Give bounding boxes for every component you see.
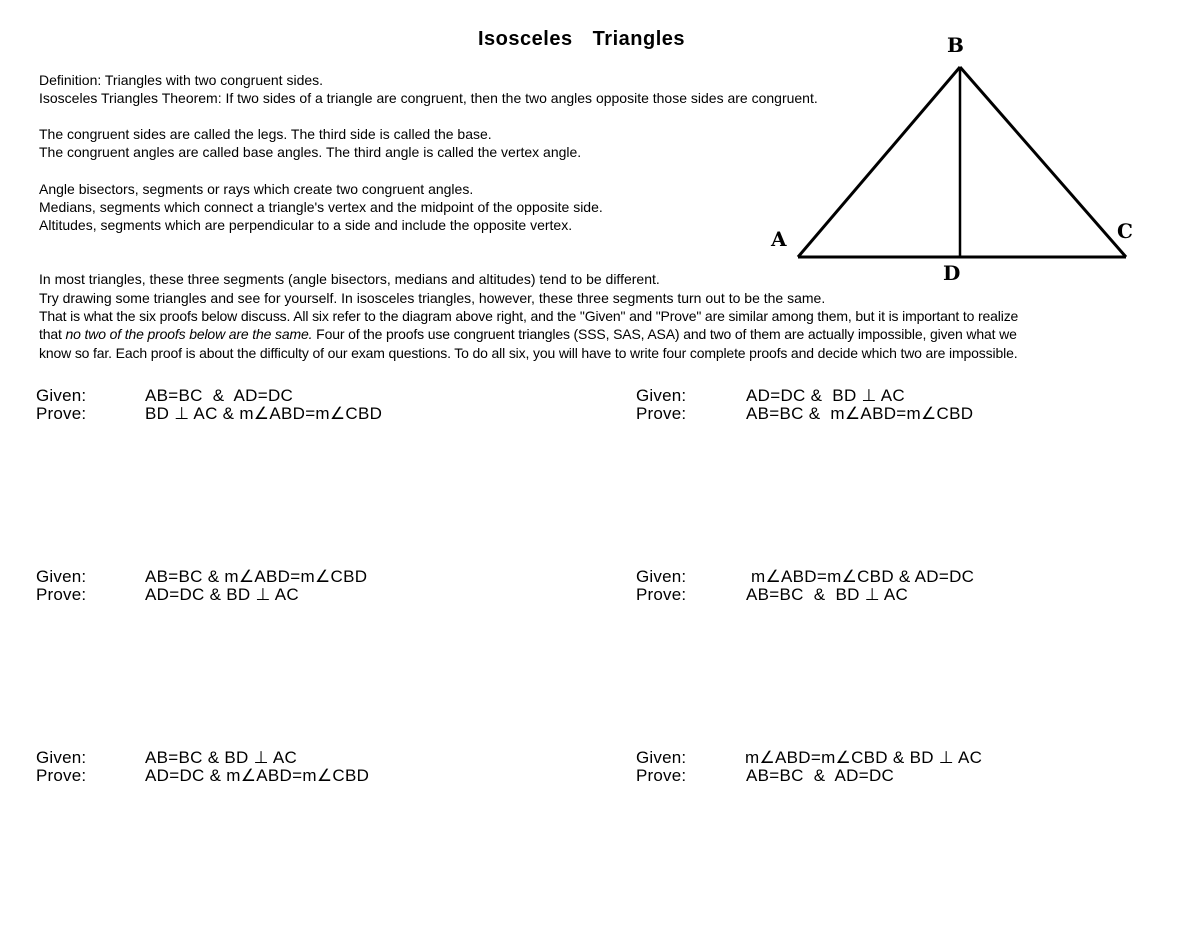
proof-3-given-label: Given:	[36, 567, 87, 586]
proof-1-prove-label: Prove:	[36, 404, 87, 423]
proof-2-given: AD=DC & BD ⊥ AC	[746, 386, 905, 405]
proof-5-given-label: Given:	[36, 748, 87, 767]
intro-line-5: know so far. Each proof is about the difficulty of our exam questions. To do all six, you will have to write four complete proofs and decide which two are impossible.	[39, 345, 1018, 361]
proof-3-given: AB=BC & m∠ABD=m∠CBD	[145, 567, 368, 586]
base-angles-line: The congruent angles are called base angles. The third angle is called the vertex angle.	[39, 144, 582, 160]
proof-5-prove-label: Prove:	[36, 766, 87, 785]
proof-5-given: AB=BC & BD ⊥ AC	[145, 748, 298, 767]
intro-emphasis: no two of the proofs below are the same.	[65, 326, 313, 342]
proof-2-prove: AB=BC & m∠ABD=m∠CBD	[746, 404, 974, 423]
intro-line-3: That is what the six proofs below discuss. All six refer to the diagram above right, and the "Given" and "Prove" are similar among them, but it is important to realize	[39, 308, 1019, 324]
vertex-label-a: A	[771, 227, 787, 251]
proof-3-prove: AD=DC & BD ⊥ AC	[145, 585, 299, 604]
proof-2-prove-label: Prove:	[636, 404, 687, 423]
proof-6-prove-label: Prove:	[636, 766, 687, 785]
intro-line-2: Try drawing some triangles and see for yourself. In isosceles triangles, however, these three segments turn out to be the same.	[39, 290, 826, 306]
legs-line: The congruent sides are called the legs. The third side is called the base.	[39, 126, 492, 142]
proof-2-given-label: Given:	[636, 386, 687, 405]
angle-bisector-line: Angle bisectors, segments or rays which create two congruent angles.	[39, 181, 474, 197]
proof-6-given: m∠ABD=m∠CBD & BD ⊥ AC	[745, 748, 983, 767]
median-line: Medians, segments which connect a triangle's vertex and the midpoint of the opposite side.	[39, 199, 603, 215]
intro-line-4	[39, 325, 1017, 343]
proof-6-given-label: Given:	[636, 748, 687, 767]
proof-4-prove: AB=BC & BD ⊥ AC	[746, 585, 909, 604]
proof-1-prove: BD ⊥ AC & m∠ABD=m∠CBD	[145, 404, 383, 423]
triangle-diagram	[760, 30, 1160, 290]
proof-4-given: m∠ABD=m∠CBD & AD=DC	[746, 567, 975, 586]
vertex-label-b: B	[947, 33, 964, 57]
theorem-line: Isosceles Triangles Theorem: If two sides of a triangle are congruent, then the two angles opposite those sides are congruent.	[39, 90, 818, 106]
altitude-line: Altitudes, segments which are perpendicular to a side and include the opposite vertex.	[39, 217, 573, 233]
side-ab	[798, 67, 960, 257]
definition-line: Definition: Triangles with two congruent sides.	[39, 72, 324, 88]
page-title: Isosceles Triangles	[478, 28, 685, 50]
intro-line-1: In most triangles, these three segments (angle bisectors, medians and altitudes) tend to be different.	[39, 271, 660, 287]
proof-4-prove-label: Prove:	[636, 585, 687, 604]
intro-line-4-post: Four of the proofs use congruent triangles (SSS, SAS, ASA) and two of them are actually impossible, given what we	[312, 326, 1017, 342]
proof-4-given-label: Given:	[636, 567, 687, 586]
proof-1-given: AB=BC & AD=DC	[145, 386, 294, 405]
proof-6-prove: AB=BC & AD=DC	[746, 766, 895, 785]
proof-1-given-label: Given:	[36, 386, 87, 405]
point-label-d: D	[943, 261, 961, 285]
vertex-label-c: C	[1117, 219, 1133, 243]
intro-line-4-pre: that	[39, 326, 66, 342]
side-bc	[960, 67, 1126, 257]
proof-5-prove: AD=DC & m∠ABD=m∠CBD	[145, 766, 370, 785]
proof-3-prove-label: Prove:	[36, 585, 87, 604]
